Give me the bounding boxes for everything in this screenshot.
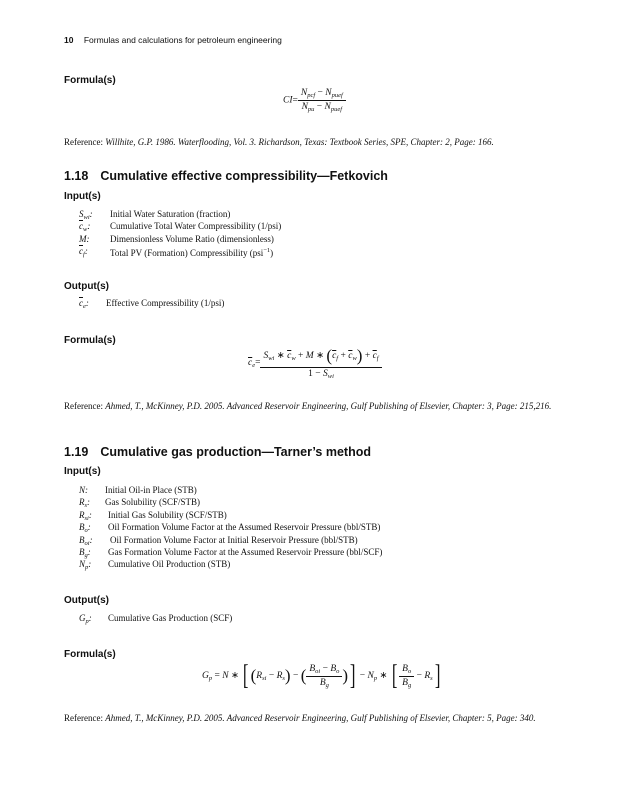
formula-ci: CI= $\frac{N_{pcf} - N_{puef}}{N_{pu} - N_{puef}}$	[283, 88, 346, 113]
input-label-1-19: Input(s)	[64, 466, 101, 477]
output-list-1-18	[79, 297, 224, 309]
section-number: 1.18	[64, 169, 89, 183]
section-title: Cumulative effective compressibility—Fetkovich	[100, 169, 388, 183]
list-item: M: Dimensionless Volume Ratio (dimensionless)	[79, 233, 274, 244]
reference-ci: Reference: Willhite, G.P. 1986. Waterflooding, Vol. 3. Richardson, Texas: Textbook Series, SPE, Chapter: 2, Page: 166.	[64, 137, 494, 147]
list-item: $B_g$: Gas Formation Volume Factor at the Assumed Reservoir Pressure (bbl/SCF)	[79, 546, 383, 559]
list-item: $\overline{c}_e$: Effective Compressibility (1/psi)	[79, 298, 225, 310]
formula-gp: $G_p = N$ ∗ [ $(R_{si} - R_s)$ − ( $\frac{B_{oi} - B_o}{B_g}$ )] − $N_p$ ∗ [ $\frac{B_o}{B_g}$ − $R_s$]	[202, 660, 441, 691]
section-number: 1.19	[64, 445, 89, 459]
page-number: 10	[64, 35, 74, 45]
list-item: $\overline{c}_w$: Cumulative Total Water Compressibility (1/psi)	[79, 221, 282, 234]
running-title: Formulas and calculations for petroleum engineering	[83, 35, 282, 45]
formula-label-1-19: Formula(s)	[64, 649, 116, 660]
list-item: $B_o$: Oil Formation Volume Factor at the Assumed Reservoir Pressure (bbl/STB)	[79, 522, 381, 535]
section-title-1-19	[64, 445, 371, 459]
output-label-1-19: Output(s)	[64, 595, 109, 606]
section-title-1-18	[64, 169, 388, 183]
reference-1-19: Reference: Ahmed, T., McKinney, P.D. 2005. Advanced Reservoir Engineering, Gulf Publishing of Elsevier, Chapter: 5, Page: 340.	[64, 713, 536, 723]
list-item: $R_s$: Gas Solubility (SCF/STB)	[79, 497, 201, 510]
reference-1-18: Reference: Ahmed, T., McKinney, P.D. 2005. Advanced Reservoir Engineering, Gulf Publishing of Elsevier, Chapter: 3, Page: 215,216.	[64, 401, 552, 411]
list-item: N: Initial Oil-in Place (STB)	[79, 485, 197, 495]
list-item: $B_{oi}$: Oil Formation Volume Factor at Initial Reservoir Pressure (bbl/STB)	[79, 534, 358, 547]
input-list-1-18	[79, 208, 281, 258]
running-header	[64, 35, 282, 45]
output-label-1-18: Output(s)	[64, 281, 109, 292]
formula-ce: $\overline{c}_e=$ $\frac{S_{wi} ∗ \overline{c}_w + M ∗ (\overline{c}_f + \overline{c}_w) + \overline{c}_f}{1 - S_{wi}}$	[248, 346, 382, 380]
input-list-1-19	[79, 484, 382, 571]
section-title: Cumulative gas production—Tarner’s method	[100, 445, 371, 459]
formula-label-1-18: Formula(s)	[64, 335, 116, 346]
output-list-1-19	[79, 612, 232, 624]
list-item: $N_p$: Cumulative Oil Production (STB)	[79, 559, 231, 572]
input-label-1-18: Input(s)	[64, 191, 101, 202]
list-item: $S_{wi}$: Initial Water Saturation (fraction)	[79, 209, 231, 221]
list-item: $G_p$: Cumulative Gas Production (SCF)	[79, 613, 233, 625]
list-item: $R_{si}$: Initial Gas Solubility (SCF/STB)	[79, 509, 227, 522]
list-item: $\overline{c}_f$: Total PV (Formation) Compressibility (psi$^{-1}$)	[79, 246, 274, 259]
formula-label-ci: Formula(s)	[64, 75, 116, 86]
